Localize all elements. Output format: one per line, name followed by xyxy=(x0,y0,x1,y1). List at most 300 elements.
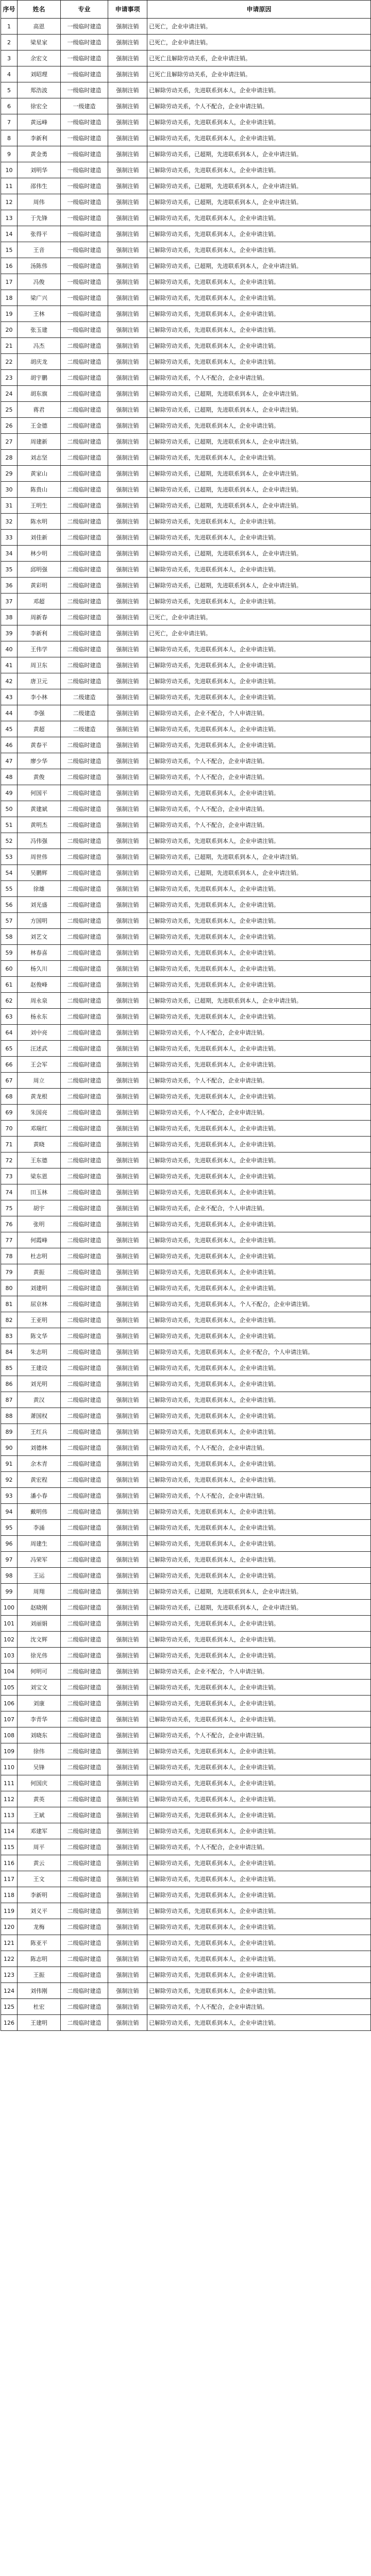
cell-name: 邓超 xyxy=(18,594,61,609)
cell-index: 71 xyxy=(1,1137,18,1153)
cell-name: 屈京林 xyxy=(18,1296,61,1312)
cell-application: 强制注销 xyxy=(108,530,147,546)
cell-major: 二级临时建造 xyxy=(61,466,108,482)
cell-index: 90 xyxy=(1,1440,18,1456)
cell-reason: 已解除劳动关系，企业不配合，个人申请注销。 xyxy=(147,705,371,721)
cell-index: 81 xyxy=(1,1296,18,1312)
cell-major: 二级临时建造 xyxy=(61,498,108,514)
cell-major: 二级临时建造 xyxy=(61,1552,108,1568)
cell-name: 郑浩波 xyxy=(18,82,61,98)
cell-name: 黄春平 xyxy=(18,737,61,753)
cell-name: 刘艺文 xyxy=(18,929,61,945)
cell-name: 田玉林 xyxy=(18,1184,61,1200)
cell-index: 68 xyxy=(1,1089,18,1105)
cell-application: 强制注销 xyxy=(108,66,147,82)
cell-major: 二级临时建造 xyxy=(61,1312,108,1328)
cell-index: 56 xyxy=(1,897,18,913)
cell-major: 一级临时建造 xyxy=(61,242,108,258)
cell-name: 黄远峰 xyxy=(18,114,61,130)
cell-index: 27 xyxy=(1,434,18,450)
cell-name: 潘小春 xyxy=(18,1488,61,1504)
cell-major: 二级临时建造 xyxy=(61,1472,108,1488)
cell-application: 强制注销 xyxy=(108,1041,147,1057)
table-row xyxy=(1,1807,371,1823)
cell-major: 二级临时建造 xyxy=(61,1264,108,1280)
cell-major: 二级临时建造 xyxy=(61,817,108,833)
cell-reason: 已解除劳动关系，先进联系到本人，企业申请注销。 xyxy=(147,881,371,897)
cell-name: 王伟学 xyxy=(18,641,61,657)
table-body xyxy=(1,19,371,2031)
cell-reason: 已解除劳动关系，先进联系到本人，企业申请注销。 xyxy=(147,641,371,657)
cell-reason: 已解除劳动关系，先进联系到本人，企业申请注销。 xyxy=(147,1041,371,1057)
cell-index: 46 xyxy=(1,737,18,753)
cell-application: 强制注销 xyxy=(108,1887,147,1903)
cell-application: 强制注销 xyxy=(108,1153,147,1168)
cell-reason: 已解除劳动关系，个人不配合，企业申请注销。 xyxy=(147,1999,371,2015)
cell-application: 强制注销 xyxy=(108,1232,147,1248)
cell-index: 38 xyxy=(1,609,18,625)
cell-name: 李强 xyxy=(18,705,61,721)
cell-major: 二级临时建造 xyxy=(61,1360,108,1376)
table-row xyxy=(1,562,371,578)
cell-name: 周伟 xyxy=(18,194,61,210)
table-header-row xyxy=(1,1,371,19)
cell-index: 17 xyxy=(1,274,18,290)
cell-name: 黄英 xyxy=(18,1791,61,1807)
cell-major: 二级临时建造 xyxy=(61,769,108,785)
cell-application: 强制注销 xyxy=(108,1344,147,1360)
cell-index: 109 xyxy=(1,1743,18,1759)
cell-reason: 已解除劳动关系，先进联系到本人，企业申请注销。 xyxy=(147,226,371,242)
cell-major: 二级临时建造 xyxy=(61,2015,108,2031)
cell-index: 36 xyxy=(1,578,18,594)
cell-major: 二级临时建造 xyxy=(61,1025,108,1041)
cell-index: 31 xyxy=(1,498,18,514)
cell-major: 一级临时建造 xyxy=(61,35,108,50)
cell-major: 二级临时建造 xyxy=(61,1983,108,1999)
cell-index: 59 xyxy=(1,945,18,961)
cell-reason: 已解除劳动关系，先进联系到本人，企业申请注销。 xyxy=(147,162,371,178)
cell-reason: 已解除劳动关系，先进联系到本人，企业申请注销。 xyxy=(147,1616,371,1632)
table-row xyxy=(1,1935,371,1951)
cell-application: 强制注销 xyxy=(108,1057,147,1073)
cell-major: 二级临时建造 xyxy=(61,993,108,1009)
cell-application: 强制注销 xyxy=(108,450,147,466)
cell-name: 杨久川 xyxy=(18,961,61,977)
cell-application: 强制注销 xyxy=(108,609,147,625)
cell-major: 二级临时建造 xyxy=(61,1680,108,1696)
cell-name: 王明生 xyxy=(18,498,61,514)
cell-application: 强制注销 xyxy=(108,673,147,689)
cell-reason: 已解除劳动关系，先进联系到本人，企业申请注销。 xyxy=(147,338,371,354)
cell-index: 84 xyxy=(1,1344,18,1360)
table-row xyxy=(1,1727,371,1743)
cell-major: 二级临时建造 xyxy=(61,1775,108,1791)
cell-reason: 已解除劳动关系，已超期，先进联系到本人，企业申请注销。 xyxy=(147,178,371,194)
cell-reason: 已解除劳动关系，先进联系到本人，企业申请注销。 xyxy=(147,929,371,945)
cell-application: 强制注销 xyxy=(108,1727,147,1743)
cell-application: 强制注销 xyxy=(108,1312,147,1328)
cell-application: 强制注销 xyxy=(108,865,147,881)
cell-application: 强制注销 xyxy=(108,1919,147,1935)
cell-name: 何国平 xyxy=(18,785,61,801)
cell-name: 邓瑞红 xyxy=(18,1121,61,1137)
cell-name: 周卫东 xyxy=(18,657,61,673)
cell-application: 强制注销 xyxy=(108,578,147,594)
cell-reason: 已解除劳动关系，个人不配合，企业申请注销。 xyxy=(147,801,371,817)
cell-application: 强制注销 xyxy=(108,625,147,641)
cell-name: 黄建斌 xyxy=(18,801,61,817)
cell-index: 119 xyxy=(1,1903,18,1919)
table-row xyxy=(1,226,371,242)
cell-application: 强制注销 xyxy=(108,1536,147,1552)
table-row xyxy=(1,1536,371,1552)
table-row xyxy=(1,274,371,290)
cell-index: 42 xyxy=(1,673,18,689)
cell-reason: 已解除劳动关系，先进联系到本人，企业申请注销。 xyxy=(147,1536,371,1552)
cell-application: 强制注销 xyxy=(108,1089,147,1105)
cell-major: 二级临时建造 xyxy=(61,1664,108,1680)
cell-application: 强制注销 xyxy=(108,641,147,657)
cell-major: 二级临时建造 xyxy=(61,1280,108,1296)
cell-index: 2 xyxy=(1,35,18,50)
cell-index: 83 xyxy=(1,1328,18,1344)
cell-index: 29 xyxy=(1,466,18,482)
cell-application: 强制注销 xyxy=(108,945,147,961)
cell-index: 6 xyxy=(1,98,18,114)
cell-index: 25 xyxy=(1,402,18,418)
table-row xyxy=(1,1664,371,1680)
cell-major: 二级临时建造 xyxy=(61,1009,108,1025)
cell-reason: 已解除劳动关系，先进联系到本人，企业申请注销。 xyxy=(147,785,371,801)
cell-reason: 已解除劳动关系，先进联系到本人，企业申请注销。 xyxy=(147,833,371,849)
cell-index: 3 xyxy=(1,50,18,66)
cell-index: 44 xyxy=(1,705,18,721)
cell-index: 9 xyxy=(1,146,18,162)
table-row xyxy=(1,1121,371,1137)
cell-name: 王东德 xyxy=(18,1153,61,1168)
table-row xyxy=(1,977,371,993)
cell-major: 一级临时建造 xyxy=(61,114,108,130)
cell-reason: 已解除劳动关系，先进联系到本人，企业申请注销。 xyxy=(147,418,371,434)
cell-reason: 已解除劳动关系，先进联系到本人，企业申请注销。 xyxy=(147,1153,371,1168)
cell-reason: 已死亡，企业申请注销。 xyxy=(147,625,371,641)
cell-reason: 已解除劳动关系，先进联系到本人，企业申请注销。 xyxy=(147,1552,371,1568)
cell-index: 32 xyxy=(1,514,18,530)
cell-name: 刘建明 xyxy=(18,1280,61,1296)
table-row xyxy=(1,35,371,50)
cell-application: 强制注销 xyxy=(108,50,147,66)
cell-application: 强制注销 xyxy=(108,210,147,226)
cell-reason: 已解除劳动关系，先进联系到本人，企业申请注销。 xyxy=(147,1791,371,1807)
cell-major: 二级临时建造 xyxy=(61,1089,108,1105)
cell-application: 强制注销 xyxy=(108,1711,147,1727)
cell-reason: 已解除劳动关系，已超期，先进联系到本人，企业申请注销。 xyxy=(147,482,371,498)
cell-major: 二级临时建造 xyxy=(61,1999,108,2015)
cell-name: 何明可 xyxy=(18,1664,61,1680)
cell-application: 强制注销 xyxy=(108,817,147,833)
cell-major: 一级临时建造 xyxy=(61,162,108,178)
cell-index: 58 xyxy=(1,929,18,945)
cell-index: 34 xyxy=(1,546,18,562)
cell-application: 强制注销 xyxy=(108,689,147,705)
table-row xyxy=(1,386,371,402)
cell-name: 徐雄 xyxy=(18,881,61,897)
table-row xyxy=(1,1967,371,1983)
cell-name: 徐宏全 xyxy=(18,98,61,114)
cell-application: 强制注销 xyxy=(108,1775,147,1791)
cell-index: 60 xyxy=(1,961,18,977)
cell-index: 122 xyxy=(1,1951,18,1967)
cell-application: 强制注销 xyxy=(108,1408,147,1424)
cell-index: 124 xyxy=(1,1983,18,1999)
cell-application: 强制注销 xyxy=(108,1680,147,1696)
cell-index: 67 xyxy=(1,1073,18,1089)
cell-major: 二级临时建造 xyxy=(61,546,108,562)
table-row xyxy=(1,114,371,130)
table-row xyxy=(1,1951,371,1967)
cell-name: 周翔 xyxy=(18,1584,61,1600)
cell-index: 51 xyxy=(1,817,18,833)
table-row xyxy=(1,1376,371,1392)
cell-application: 强制注销 xyxy=(108,1360,147,1376)
table-row xyxy=(1,1648,371,1664)
cell-application: 强制注销 xyxy=(108,354,147,370)
cell-application: 强制注销 xyxy=(108,466,147,482)
cell-name: 王运 xyxy=(18,1568,61,1584)
cell-index: 23 xyxy=(1,370,18,386)
cell-application: 强制注销 xyxy=(108,1216,147,1232)
cell-name: 黄云 xyxy=(18,1855,61,1871)
table-row xyxy=(1,961,371,977)
table-row xyxy=(1,1392,371,1408)
cell-major: 二级临时建造 xyxy=(61,1168,108,1184)
cell-major: 二级临时建造 xyxy=(61,1344,108,1360)
table-row xyxy=(1,1871,371,1887)
cell-major: 二级临时建造 xyxy=(61,1153,108,1168)
cell-index: 76 xyxy=(1,1216,18,1232)
cell-application: 强制注销 xyxy=(108,1903,147,1919)
table-row xyxy=(1,210,371,226)
cell-index: 101 xyxy=(1,1616,18,1632)
table-row xyxy=(1,1153,371,1168)
cell-index: 20 xyxy=(1,322,18,338)
cell-index: 48 xyxy=(1,769,18,785)
cell-application: 强制注销 xyxy=(108,226,147,242)
table-row xyxy=(1,1216,371,1232)
cell-major: 二级临时建造 xyxy=(61,1200,108,1216)
table-row xyxy=(1,865,371,881)
cell-name: 刘丽娟 xyxy=(18,1616,61,1632)
cell-application: 强制注销 xyxy=(108,1456,147,1472)
cell-major: 二级临时建造 xyxy=(61,578,108,594)
cell-name: 黄彩明 xyxy=(18,578,61,594)
table-row xyxy=(1,1983,371,1999)
cell-reason: 已解除劳动关系，先进联系到本人，企业申请注销。 xyxy=(147,514,371,530)
table-row xyxy=(1,1616,371,1632)
table-row xyxy=(1,993,371,1009)
cell-reason: 已解除劳动关系，个人不配合，企业申请注销。 xyxy=(147,1727,371,1743)
table-row xyxy=(1,657,371,673)
cell-major: 二级临时建造 xyxy=(61,1424,108,1440)
cell-application: 强制注销 xyxy=(108,562,147,578)
cell-major: 二级临时建造 xyxy=(61,833,108,849)
cell-index: 8 xyxy=(1,130,18,146)
cell-name: 赵晓刚 xyxy=(18,1600,61,1616)
cell-application: 强制注销 xyxy=(108,1584,147,1600)
cell-index: 10 xyxy=(1,162,18,178)
cell-reason: 已解除劳动关系，已超期，先进联系到本人，企业申请注销。 xyxy=(147,1600,371,1616)
cell-index: 106 xyxy=(1,1696,18,1711)
cell-major: 一级建造 xyxy=(61,98,108,114)
cell-major: 二级临时建造 xyxy=(61,1584,108,1600)
cell-index: 80 xyxy=(1,1280,18,1296)
cell-index: 39 xyxy=(1,625,18,641)
cell-name: 林少明 xyxy=(18,546,61,562)
cell-major: 二级临时建造 xyxy=(61,1488,108,1504)
cell-index: 95 xyxy=(1,1520,18,1536)
table-row xyxy=(1,178,371,194)
cell-name: 蒋君 xyxy=(18,402,61,418)
table-row xyxy=(1,1919,371,1935)
cell-application: 强制注销 xyxy=(108,1121,147,1137)
cell-name: 徐光伟 xyxy=(18,1648,61,1664)
cell-name: 黄明杰 xyxy=(18,817,61,833)
table-row xyxy=(1,2015,371,2031)
table-row xyxy=(1,1360,371,1376)
cell-reason: 已解除劳动关系，先进联系到本人，企业申请注销。 xyxy=(147,2015,371,2031)
cell-major: 二级临时建造 xyxy=(61,625,108,641)
cell-application: 强制注销 xyxy=(108,2015,147,2031)
cell-application: 强制注销 xyxy=(108,370,147,386)
cell-application: 强制注销 xyxy=(108,82,147,98)
cell-major: 二级临时建造 xyxy=(61,865,108,881)
cell-major: 二级临时建造 xyxy=(61,1919,108,1935)
cell-major: 二级临时建造 xyxy=(61,434,108,450)
cell-name: 刘光盛 xyxy=(18,897,61,913)
cell-reason: 已解除劳动关系，先进联系到本人，企业申请注销。 xyxy=(147,1935,371,1951)
cell-index: 125 xyxy=(1,1999,18,2015)
cell-index: 96 xyxy=(1,1536,18,1552)
cell-major: 二级临时建造 xyxy=(61,1648,108,1664)
cell-reason: 已死亡且解除劳动关系，企业申请注销。 xyxy=(147,66,371,82)
cell-application: 强制注销 xyxy=(108,98,147,114)
cell-major: 二级临时建造 xyxy=(61,354,108,370)
cell-index: 110 xyxy=(1,1759,18,1775)
cell-major: 二级临时建造 xyxy=(61,594,108,609)
cell-application: 强制注销 xyxy=(108,322,147,338)
table-row xyxy=(1,322,371,338)
cell-application: 强制注销 xyxy=(108,897,147,913)
cell-reason: 已解除劳动关系，先进联系到本人，企业申请注销。 xyxy=(147,594,371,609)
cell-reason: 已解除劳动关系，先进联系到本人，企业申请注销。 xyxy=(147,737,371,753)
cell-name: 戴明伟 xyxy=(18,1504,61,1520)
cell-reason: 已解除劳动关系，先进联系到本人，企业申请注销。 xyxy=(147,1759,371,1775)
cell-major: 二级临时建造 xyxy=(61,418,108,434)
cell-name: 王振 xyxy=(18,1967,61,1983)
cell-name: 朱志明 xyxy=(18,1344,61,1360)
table-row xyxy=(1,258,371,274)
cell-index: 98 xyxy=(1,1568,18,1584)
cell-name: 周建新 xyxy=(18,434,61,450)
cell-major: 一级临时建造 xyxy=(61,66,108,82)
table-row xyxy=(1,1680,371,1696)
cell-reason: 已死亡，企业申请注销。 xyxy=(147,19,371,35)
cell-name: 廖少华 xyxy=(18,753,61,769)
cell-application: 强制注销 xyxy=(108,1184,147,1200)
table-row xyxy=(1,466,371,482)
cell-major: 二级临时建造 xyxy=(61,1935,108,1951)
table-row xyxy=(1,98,371,114)
cell-index: 74 xyxy=(1,1184,18,1200)
cell-reason: 已解除劳动关系，先进联系到本人，企业申请注销。 xyxy=(147,1121,371,1137)
cell-index: 11 xyxy=(1,178,18,194)
table-row xyxy=(1,1041,371,1057)
table-row xyxy=(1,1488,371,1504)
cell-index: 94 xyxy=(1,1504,18,1520)
cell-name: 胡宇鹏 xyxy=(18,370,61,386)
cell-name: 何霞峰 xyxy=(18,1232,61,1248)
cell-application: 强制注销 xyxy=(108,514,147,530)
cell-name: 杜宏 xyxy=(18,1999,61,2015)
cell-application: 强制注销 xyxy=(108,1632,147,1648)
cell-application: 强制注销 xyxy=(108,1296,147,1312)
table-row xyxy=(1,514,371,530)
cell-name: 沈文辉 xyxy=(18,1632,61,1648)
cell-reason: 已解除劳动关系，个人不配合，企业申请注销。 xyxy=(147,769,371,785)
cell-application: 强制注销 xyxy=(108,769,147,785)
cell-application: 强制注销 xyxy=(108,1855,147,1871)
cell-name: 朱国亮 xyxy=(18,1105,61,1121)
table-row xyxy=(1,482,371,498)
cell-reason: 已解除劳动关系，先进联系到本人，企业申请注销。 xyxy=(147,1967,371,1983)
cell-reason: 已解除劳动关系，先进联系到本人，企业申请注销。 xyxy=(147,290,371,306)
cell-name: 李青华 xyxy=(18,1711,61,1727)
cell-index: 89 xyxy=(1,1424,18,1440)
table-row xyxy=(1,929,371,945)
table-row xyxy=(1,530,371,546)
cell-name: 刘志坚 xyxy=(18,450,61,466)
table-row xyxy=(1,1408,371,1424)
cell-application: 强制注销 xyxy=(108,913,147,929)
cell-name: 周平 xyxy=(18,1839,61,1855)
cell-reason: 已解除劳动关系，先进联系到本人，企业申请注销。 xyxy=(147,1184,371,1200)
table-row xyxy=(1,1743,371,1759)
table-row xyxy=(1,1232,371,1248)
cell-index: 123 xyxy=(1,1967,18,1983)
table-row xyxy=(1,19,371,35)
cell-major: 二级临时建造 xyxy=(61,1376,108,1392)
table-row xyxy=(1,1424,371,1440)
cell-major: 二级临时建造 xyxy=(61,1232,108,1248)
header-reason: 申请原因 xyxy=(147,1,371,19)
cell-major: 二级临时建造 xyxy=(61,1057,108,1073)
cell-application: 强制注销 xyxy=(108,1743,147,1759)
cell-name: 冯俊 xyxy=(18,274,61,290)
table-row xyxy=(1,1552,371,1568)
cell-major: 二级临时建造 xyxy=(61,801,108,817)
cell-application: 强制注销 xyxy=(108,1600,147,1616)
cell-name: 陈志明 xyxy=(18,1951,61,1967)
cell-index: 85 xyxy=(1,1360,18,1376)
cell-major: 二级临时建造 xyxy=(61,1967,108,1983)
cell-index: 43 xyxy=(1,689,18,705)
deregistration-table xyxy=(1,0,371,2031)
table-row xyxy=(1,418,371,434)
cell-application: 强制注销 xyxy=(108,737,147,753)
cell-reason: 已解除劳动关系，先进联系到本人，个人不配合，企业申请注销。 xyxy=(147,1296,371,1312)
cell-index: 113 xyxy=(1,1807,18,1823)
